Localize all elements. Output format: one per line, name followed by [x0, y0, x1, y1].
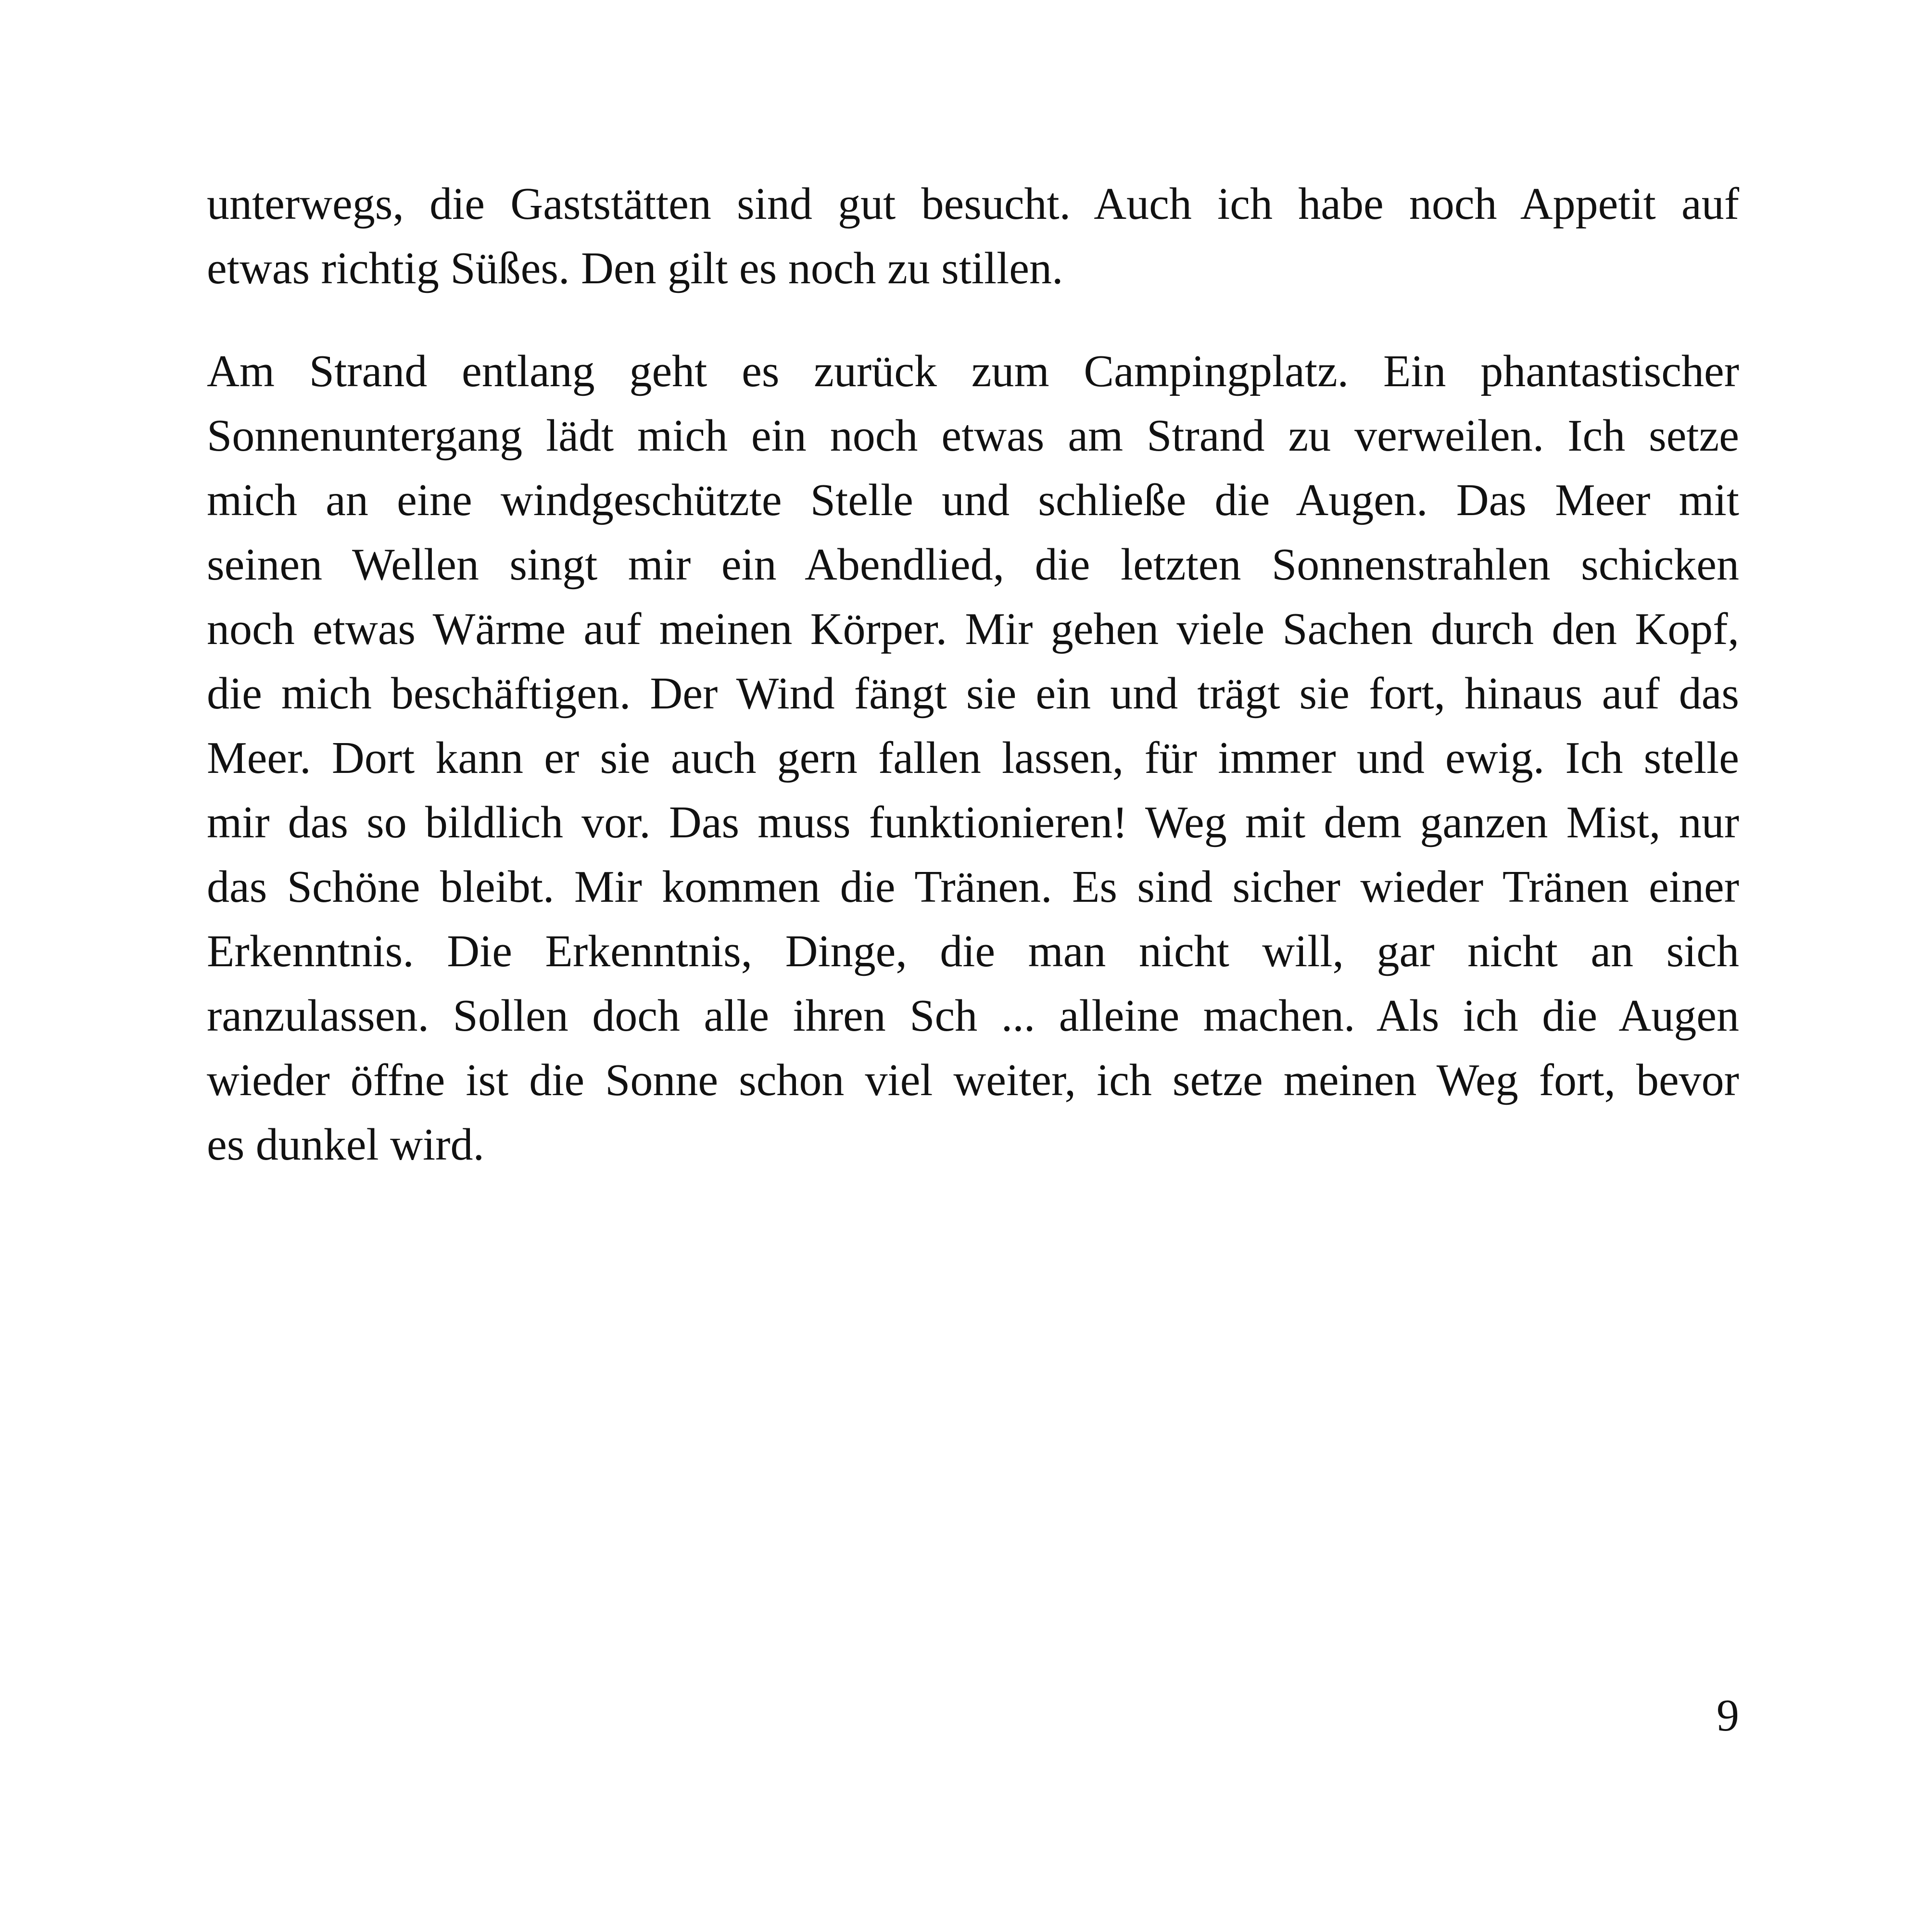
text-line: Erkenntnis. Die Erkenntnis, Dinge, die man nicht will, gar nicht an sich: [207, 926, 1739, 976]
text-line: ranzulassen. Sollen doch alle ihren Sch ... alleine machen. Als ich die Augen: [207, 991, 1739, 1041]
text-line: unterwegs, die Gaststätten sind gut besucht. Auch ich habe noch Appetit auf: [207, 179, 1739, 229]
text-line: Am Strand entlang geht es zurück zum Campingplatz. Ein phantastischer: [207, 346, 1739, 396]
text-line: Sonnenuntergang lädt mich ein noch etwas am Strand zu verweilen. Ich setze: [207, 411, 1739, 461]
text-line: seinen Wellen singt mir ein Abendlied, die letzten Sonnenstrahlen schicken: [207, 540, 1739, 590]
text-line: es dunkel wird.: [207, 1120, 484, 1170]
paragraph-2: [207, 339, 1739, 1177]
text-line: etwas richtig Süßes. Den gilt es noch zu stillen.: [207, 243, 1063, 293]
text-line: Meer. Dort kann er sie auch gern fallen lassen, für immer und ewig. Ich stelle: [207, 733, 1739, 783]
text-line: wieder öffne ist die Sonne schon viel weiter, ich setze meinen Weg fort, bevor: [207, 1055, 1739, 1105]
paragraph-1: [207, 172, 1739, 301]
text-line: mich an eine windgeschützte Stelle und schließe die Augen. Das Meer mit: [207, 475, 1739, 525]
text-line: noch etwas Wärme auf meinen Körper. Mir gehen viele Sachen durch den Kopf,: [207, 604, 1739, 654]
text-line: die mich beschäftigen. Der Wind fängt sie ein und trägt sie fort, hinaus auf das: [207, 669, 1739, 719]
page-number: 9: [1717, 1691, 1739, 1741]
text-line: mir das so bildlich vor. Das muss funktionieren! Weg mit dem ganzen Mist, nur: [207, 797, 1739, 847]
text-line: das Schöne bleibt. Mir kommen die Tränen. Es sind sicher wieder Tränen einer: [207, 862, 1739, 912]
